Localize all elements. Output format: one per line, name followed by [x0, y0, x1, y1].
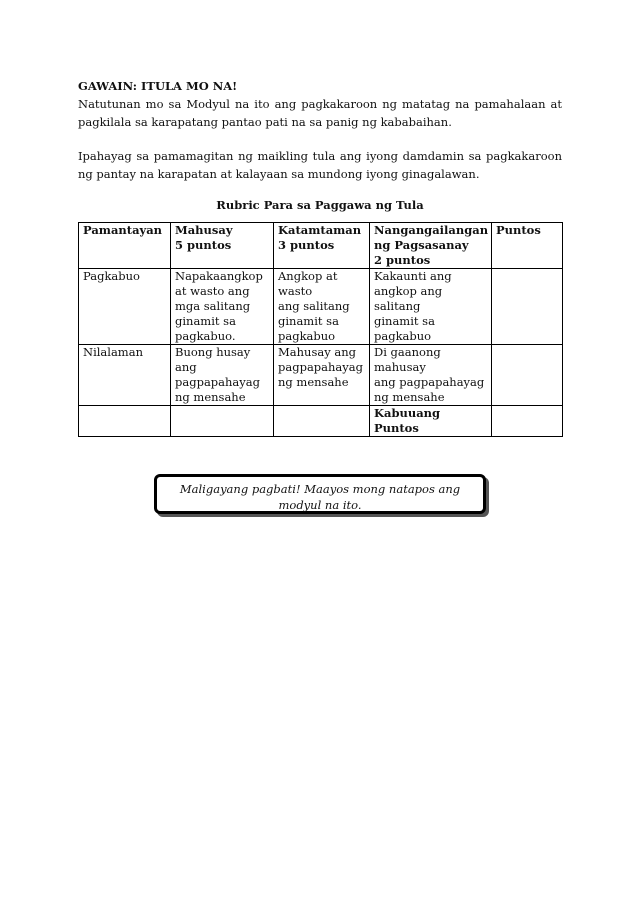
- cell-line: pagkabuo.: [175, 329, 236, 343]
- table-row: [79, 345, 563, 406]
- header-text: ng Pagsasanay: [374, 238, 469, 252]
- header-text: Pamantayan: [83, 223, 163, 237]
- cell-line: Mahusay ang: [278, 345, 356, 359]
- cell-line: Angkop at: [278, 269, 338, 283]
- header-puntos: [492, 223, 563, 269]
- cell-line: wasto: [278, 284, 313, 298]
- total-label: Kabuuang Puntos: [370, 406, 492, 437]
- header-text: Katamtaman: [278, 223, 362, 237]
- cell-line: Napakaangkop: [175, 269, 263, 283]
- cell-line: ng mensahe: [374, 390, 445, 404]
- cell-line: ginamit sa: [374, 314, 435, 328]
- closing-message-box: [154, 474, 486, 514]
- cell-line: ang: [175, 360, 197, 374]
- empty-cell: [274, 406, 370, 437]
- header-mahusay: [171, 223, 274, 269]
- cell-line: Kakaunti ang: [374, 269, 452, 283]
- cell-line: pagkabuo: [278, 329, 336, 343]
- closing-line-1: Maligayang pagbati! Maayos mong natapos ang: [179, 482, 461, 496]
- empty-cell: [79, 406, 171, 437]
- cell-line: ng mensahe: [175, 390, 246, 404]
- cell-line: mahusay: [374, 360, 426, 374]
- cell-line: ginamit sa: [278, 314, 339, 328]
- puntos-cell: [492, 269, 563, 345]
- rubric-header-row: [79, 223, 563, 269]
- empty-cell: [171, 406, 274, 437]
- header-text: Puntos: [496, 223, 541, 237]
- header-points: 3 puntos: [278, 238, 335, 252]
- rubric-title: Rubric Para sa Paggawa ng Tula: [216, 198, 424, 212]
- cell-line: ng mensahe: [278, 375, 349, 389]
- header-text: Nangangailangan: [374, 223, 489, 237]
- closing-line-2: modyul na ito.: [278, 498, 362, 512]
- cell-line: at wasto ang: [175, 284, 250, 298]
- cell-line: pagkabuo: [374, 329, 432, 343]
- total-points-cell: [492, 406, 563, 437]
- nangangailangan-cell: [370, 345, 492, 406]
- criterion-cell: Nilalaman: [79, 345, 171, 406]
- table-row: [79, 269, 563, 345]
- header-pamantayan: [79, 223, 171, 269]
- cell-line: salitang: [374, 299, 421, 313]
- puntos-cell: [492, 345, 563, 406]
- criterion-cell: Pagkabuo: [79, 269, 171, 345]
- mahusay-cell: [171, 269, 274, 345]
- cell-line: ginamit sa: [175, 314, 236, 328]
- cell-line: mga salitang: [175, 299, 251, 313]
- document-page: [78, 78, 562, 437]
- total-row: [79, 406, 563, 437]
- activity-paragraph-1: Natutunan mo sa Modyul na ito ang pagkakaroon ng matatag na pamahalaan at pagkilala sa karapatang pantao pati na sa panig ng kababaihan.: [78, 97, 562, 129]
- cell-line: Buong husay: [175, 345, 251, 359]
- cell-line: ang salitang: [278, 299, 350, 313]
- katamtaman-cell: [274, 269, 370, 345]
- mahusay-cell: [171, 345, 274, 406]
- header-nangangailangan: [370, 223, 492, 269]
- cell-line: pagpapahayag: [175, 375, 260, 389]
- cell-line: ang pagpapahayag: [374, 375, 485, 389]
- header-points: 2 puntos: [374, 253, 431, 267]
- activity-paragraph-2: Ipahayag sa pamamagitan ng maikling tula ang iyong damdamin sa pagkakaroon ng pantay na karapatan at kalayaan sa mundong iyong ginagalawan.: [78, 149, 562, 181]
- header-points: 5 puntos: [175, 238, 232, 252]
- activity-title: GAWAIN: ITULA MO NA!: [78, 79, 238, 93]
- header-text: Mahusay: [175, 223, 233, 237]
- cell-line: angkop ang: [374, 284, 443, 298]
- cell-line: Di gaanong: [374, 345, 441, 359]
- katamtaman-cell: [274, 345, 370, 406]
- header-katamtaman: [274, 223, 370, 269]
- cell-line: pagpapahayag: [278, 360, 363, 374]
- rubric-table: [78, 222, 563, 437]
- nangangailangan-cell: [370, 269, 492, 345]
